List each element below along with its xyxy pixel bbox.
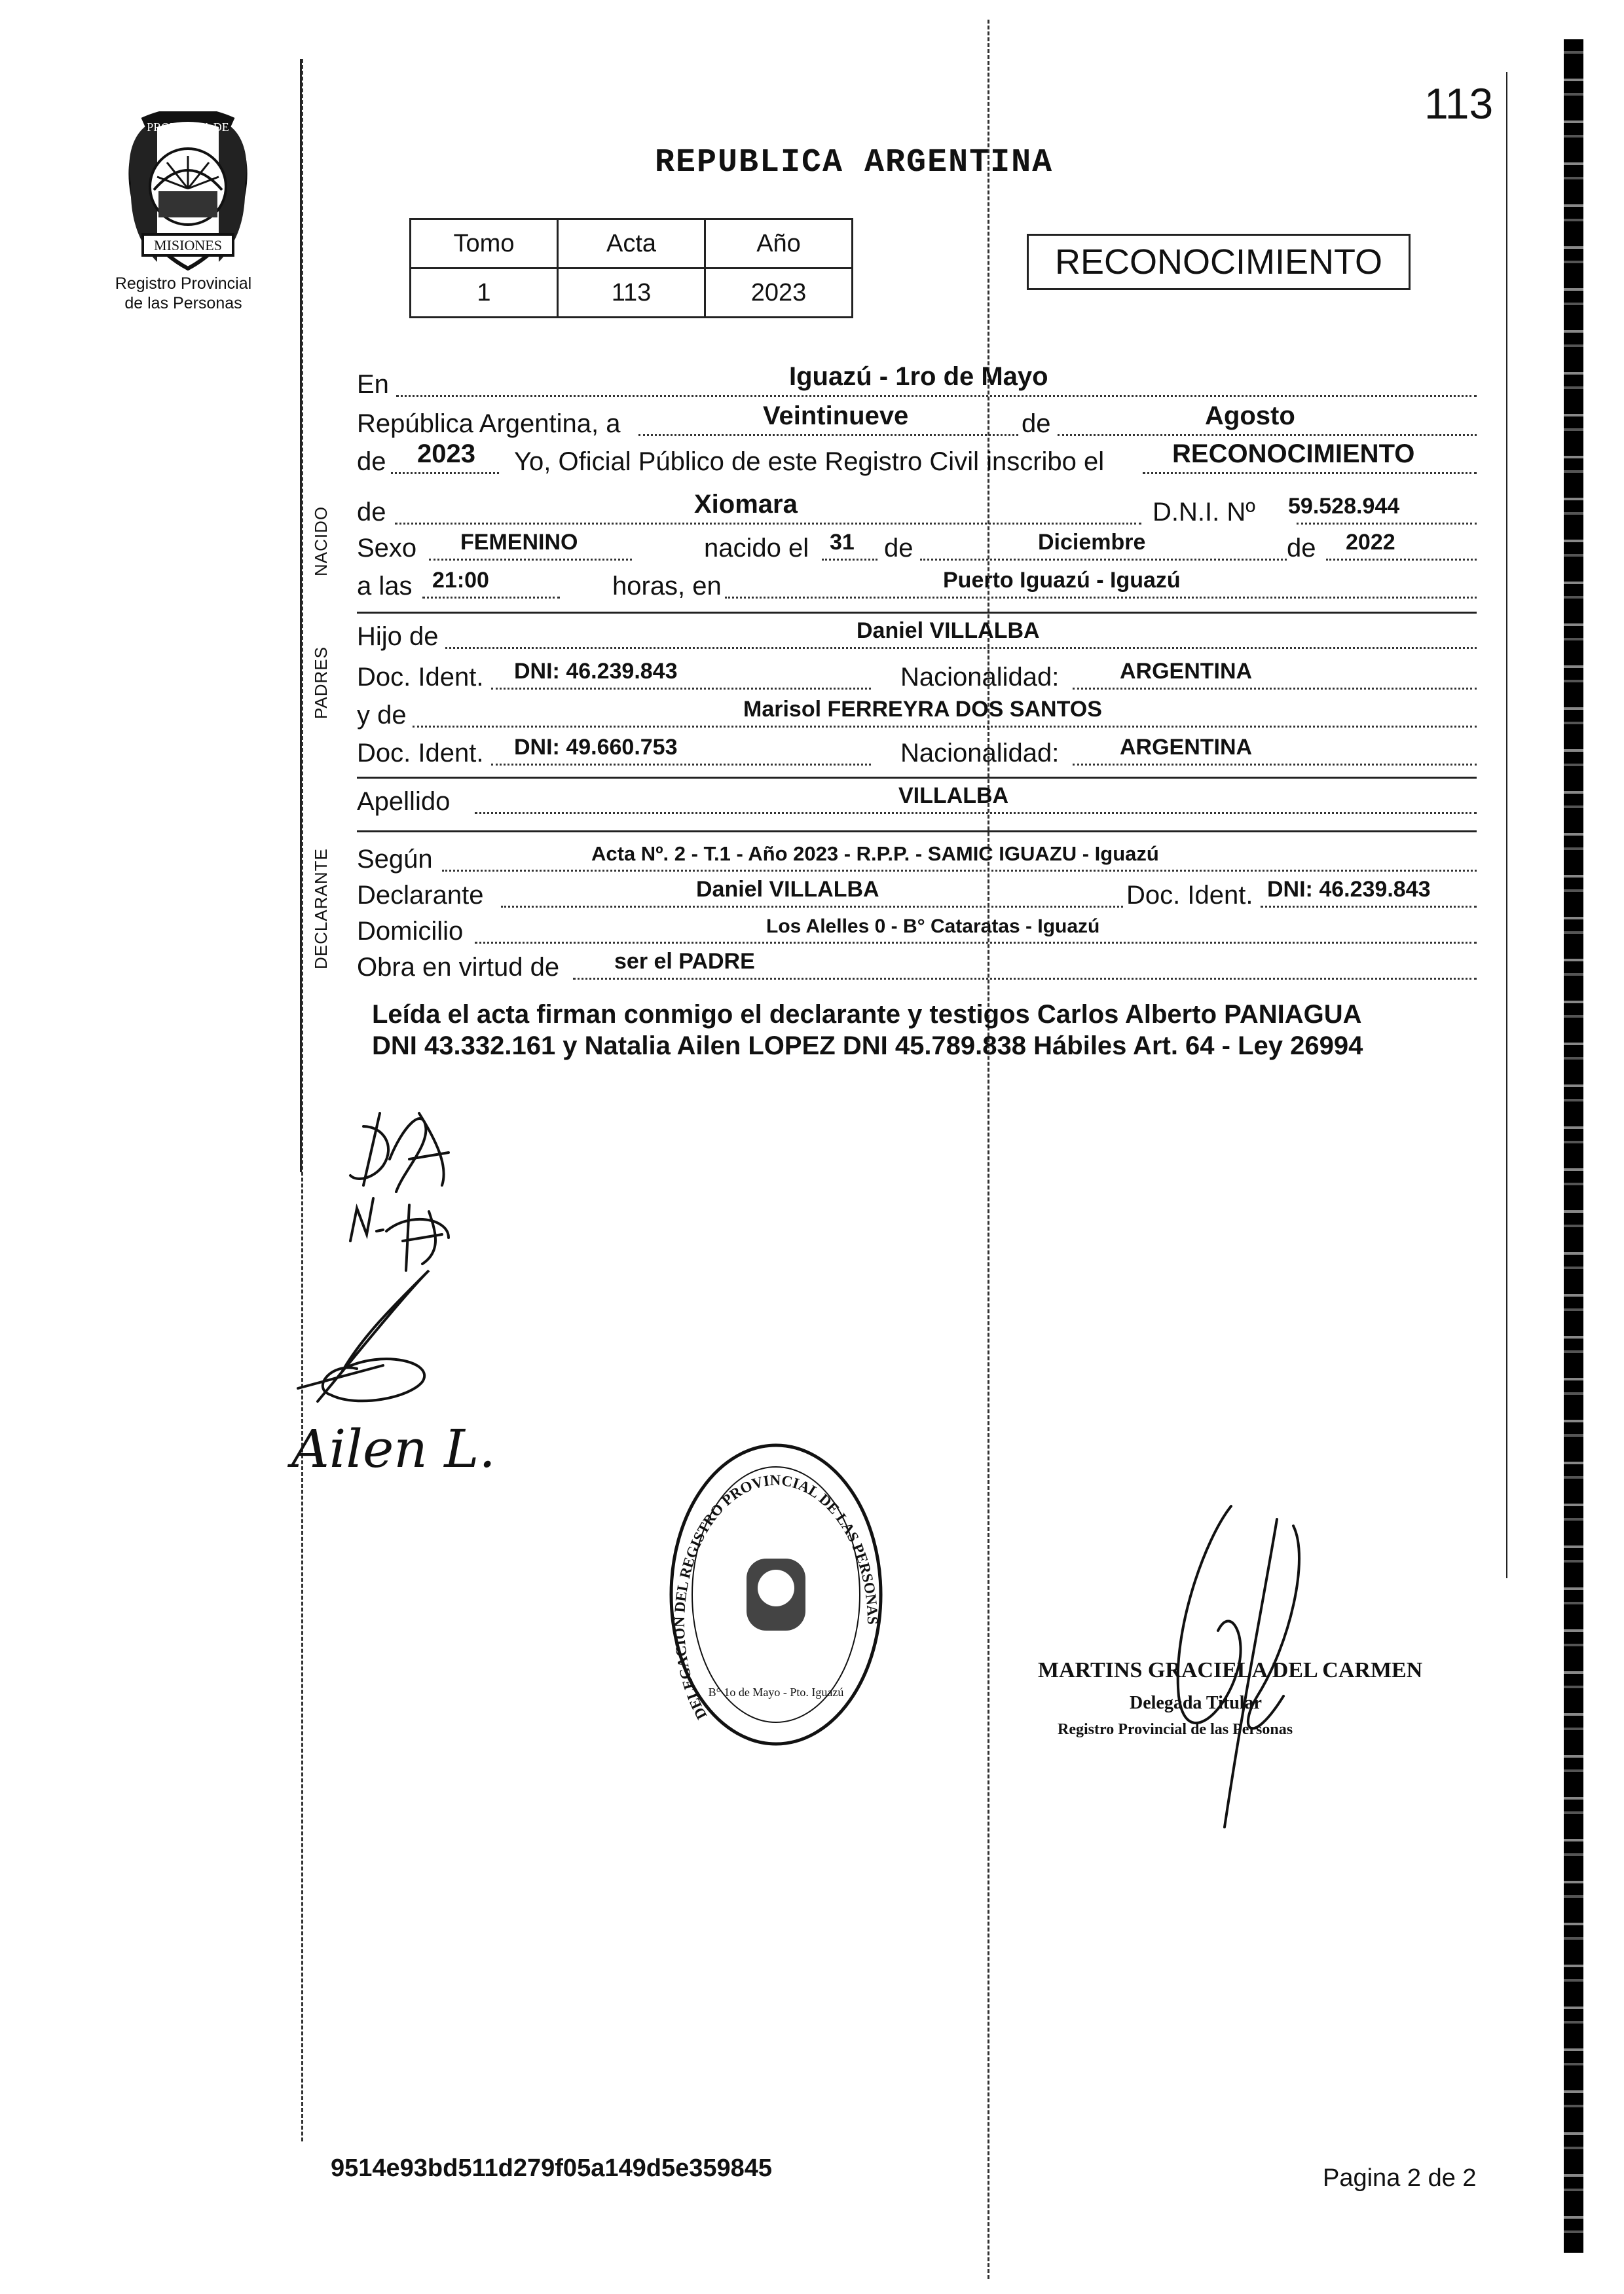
row-anio bbox=[357, 439, 1477, 484]
dotted-line bbox=[1073, 688, 1477, 690]
text-oficial: Yo, Oficial Público de este Registro Civil inscribo el bbox=[514, 447, 1105, 476]
value-padre-nac: ARGENTINA bbox=[1120, 659, 1253, 684]
label-doc-padre: Doc. Ident. bbox=[357, 663, 484, 692]
section-label-declarante: DECLARANTE bbox=[311, 848, 331, 969]
row-segun bbox=[357, 842, 1477, 881]
dotted-line bbox=[396, 395, 1477, 397]
separator-nacido bbox=[357, 612, 1477, 614]
label-nacionalidad-madre: Nacionalidad: bbox=[900, 739, 1060, 768]
label-de: de bbox=[1022, 409, 1051, 438]
dotted-line bbox=[413, 726, 1477, 728]
dotted-line bbox=[429, 559, 632, 561]
document-hash: 9514e93bd511d279f05a149d5e359845 bbox=[331, 2155, 773, 2182]
row-obra bbox=[357, 949, 1477, 990]
value-nombre: Xiomara bbox=[694, 490, 798, 519]
label-doc-declarante: Doc. Ident. bbox=[1126, 881, 1253, 910]
dotted-line bbox=[491, 764, 871, 766]
label-apellido: Apellido bbox=[357, 787, 451, 816]
row-madre bbox=[357, 697, 1477, 737]
value-anio-acto: 2023 bbox=[417, 439, 475, 468]
signatures-left bbox=[252, 1100, 553, 1493]
stamp-official-name: MARTINS GRACIELA DEL CARMEN bbox=[1038, 1658, 1423, 1682]
right-margin-line bbox=[1506, 72, 1507, 1578]
value-domicilio: Los Alelles 0 - B° Cataratas - Iguazú bbox=[766, 916, 1100, 937]
value-tomo: 1 bbox=[411, 268, 558, 318]
row-apellido bbox=[357, 783, 1477, 824]
stamp-ring-text: DELEGACION DEL REGISTRO PROVINCIAL DE LAS PERSONAS bbox=[671, 1471, 881, 1722]
value-obra: ser el PADRE bbox=[614, 949, 755, 974]
dotted-line bbox=[638, 434, 1018, 436]
label-de-nombre: de bbox=[357, 498, 386, 527]
label-nacido: nacido el bbox=[704, 534, 809, 563]
legal-text-line2: DNI 43.332.161 y Natalia Ailen LOPEZ DNI 45.789.838 Hábiles Art. 64 - Ley 26994 bbox=[372, 1031, 1363, 1060]
dotted-line bbox=[822, 559, 877, 561]
label-nacionalidad-padre: Nacionalidad: bbox=[900, 663, 1060, 692]
logo-caption bbox=[85, 274, 282, 313]
dotted-line bbox=[1058, 434, 1477, 436]
header-anio: Año bbox=[705, 219, 853, 268]
witness-signature: Ailen L. bbox=[291, 1418, 496, 1479]
value-apellido: VILLALBA bbox=[898, 783, 1009, 808]
label-hijo-de: Hijo de bbox=[357, 622, 439, 651]
value-hora: 21:00 bbox=[432, 568, 489, 593]
value-nac-dia: 31 bbox=[830, 530, 855, 555]
header-tomo: Tomo bbox=[411, 219, 558, 268]
dotted-line bbox=[442, 870, 1477, 872]
registry-table-header bbox=[411, 219, 853, 268]
value-nac-mes: Diciembre bbox=[1038, 530, 1146, 555]
dotted-line bbox=[491, 688, 871, 690]
dotted-line bbox=[422, 597, 560, 599]
label-declarante: Declarante bbox=[357, 881, 484, 910]
row-domicilio bbox=[357, 917, 1477, 953]
value-nac-anio: 2022 bbox=[1346, 530, 1395, 555]
dotted-line bbox=[1073, 764, 1477, 766]
row-sexo bbox=[357, 530, 1477, 570]
logo-top-text: PROVINCIA DE bbox=[147, 120, 229, 134]
dotted-line bbox=[475, 942, 1477, 944]
value-padre-doc: DNI: 46.239.843 bbox=[514, 659, 678, 684]
dotted-line bbox=[1297, 523, 1477, 525]
dotted-line bbox=[1326, 559, 1477, 561]
registry-table bbox=[409, 218, 853, 318]
dotted-line bbox=[725, 597, 1477, 599]
legal-text-line1: Leída el acta firman conmigo el declarante y testigos Carlos Alberto PANIAGUA bbox=[372, 1000, 1362, 1029]
dotted-line bbox=[501, 906, 1123, 908]
stamp-official-role: Delegada Titular bbox=[1130, 1693, 1262, 1713]
value-padre: Daniel VILLALBA bbox=[857, 618, 1040, 643]
label-a-las: a las bbox=[357, 572, 413, 601]
pagination: Pagina 2 de 2 bbox=[1323, 2164, 1477, 2192]
scan-edge bbox=[1564, 39, 1583, 2253]
label-dni: D.N.I. Nº bbox=[1153, 498, 1255, 527]
logo-caption-line1: Registro Provincial bbox=[115, 274, 252, 293]
province-seal-logo bbox=[118, 111, 259, 275]
separator-padres bbox=[357, 777, 1477, 779]
value-madre-doc: DNI: 49.660.753 bbox=[514, 735, 678, 760]
label-y-de: y de bbox=[357, 701, 407, 730]
value-dia: Veintinueve bbox=[763, 401, 909, 430]
official-oval-stamp bbox=[668, 1441, 884, 1748]
dotted-line bbox=[1261, 906, 1477, 908]
label-de-anio-nac: de bbox=[1287, 534, 1316, 563]
logo-caption-line2: de las Personas bbox=[124, 294, 242, 312]
label-obra: Obra en virtud de bbox=[357, 953, 560, 982]
dotted-line bbox=[395, 523, 1141, 525]
value-declarante-doc: DNI: 46.239.843 bbox=[1267, 877, 1431, 902]
page-number: 113 bbox=[1424, 79, 1494, 128]
label-segun: Según bbox=[357, 845, 433, 874]
value-segun: Acta Nº. 2 - T.1 - Año 2023 - R.P.P. - SAMIC IGUAZU - Iguazú bbox=[591, 842, 1159, 865]
dotted-line bbox=[1143, 472, 1477, 474]
section-label-nacido: NACIDO bbox=[311, 506, 331, 576]
logo-bottom-text: MISIONES bbox=[154, 237, 222, 253]
label-horas-en: horas, en bbox=[612, 572, 722, 601]
separator-apellido bbox=[357, 830, 1477, 832]
header-acta: Acta bbox=[558, 219, 705, 268]
value-declarante: Daniel VILLALBA bbox=[696, 877, 879, 902]
stamp-official-registry: Registro Provincial de las Personas bbox=[1058, 1721, 1293, 1738]
row-padre bbox=[357, 618, 1477, 659]
row-declarante bbox=[357, 877, 1477, 917]
label-de-anio: de bbox=[357, 447, 386, 476]
row-padre-doc bbox=[357, 659, 1477, 699]
dotted-line bbox=[573, 978, 1477, 980]
value-mes: Agosto bbox=[1205, 401, 1295, 430]
dotted-line bbox=[391, 472, 499, 474]
label-domicilio: Domicilio bbox=[357, 917, 464, 946]
section-label-padres: PADRES bbox=[311, 646, 331, 719]
value-acto: RECONOCIMIENTO bbox=[1172, 439, 1415, 468]
row-en bbox=[357, 362, 1477, 407]
registry-table-values bbox=[411, 268, 853, 318]
value-lugar: Puerto Iguazú - Iguazú bbox=[943, 568, 1181, 593]
document-title: REPUBLICA ARGENTINA bbox=[655, 144, 1054, 181]
value-madre-nac: ARGENTINA bbox=[1120, 735, 1253, 760]
dotted-line bbox=[920, 559, 1287, 561]
legal-text bbox=[372, 999, 1485, 1062]
center-fold-line bbox=[987, 20, 989, 2279]
left-margin-solid bbox=[300, 59, 302, 1172]
acta-type-box: RECONOCIMIENTO bbox=[1027, 234, 1411, 290]
dotted-line bbox=[475, 812, 1477, 814]
value-localidad: Iguazú - 1ro de Mayo bbox=[789, 362, 1048, 391]
value-madre: Marisol FERREYRA DOS SANTOS bbox=[743, 697, 1102, 722]
value-acta: 113 bbox=[558, 268, 705, 318]
stamp-inner-text: B° 1o de Mayo - Pto. Iguazú bbox=[708, 1686, 844, 1699]
label-republica: República Argentina, a bbox=[357, 409, 621, 438]
value-sexo: FEMENINO bbox=[460, 530, 578, 555]
label-en: En bbox=[357, 370, 389, 399]
row-nombre bbox=[357, 490, 1477, 534]
label-de-mes: de bbox=[884, 534, 913, 563]
label-sexo: Sexo bbox=[357, 534, 417, 563]
value-anio: 2023 bbox=[705, 268, 853, 318]
row-madre-doc bbox=[357, 735, 1477, 775]
label-doc-madre: Doc. Ident. bbox=[357, 739, 484, 768]
dotted-line bbox=[445, 647, 1477, 649]
value-dni: 59.528.944 bbox=[1288, 494, 1400, 519]
row-hora bbox=[357, 568, 1477, 608]
